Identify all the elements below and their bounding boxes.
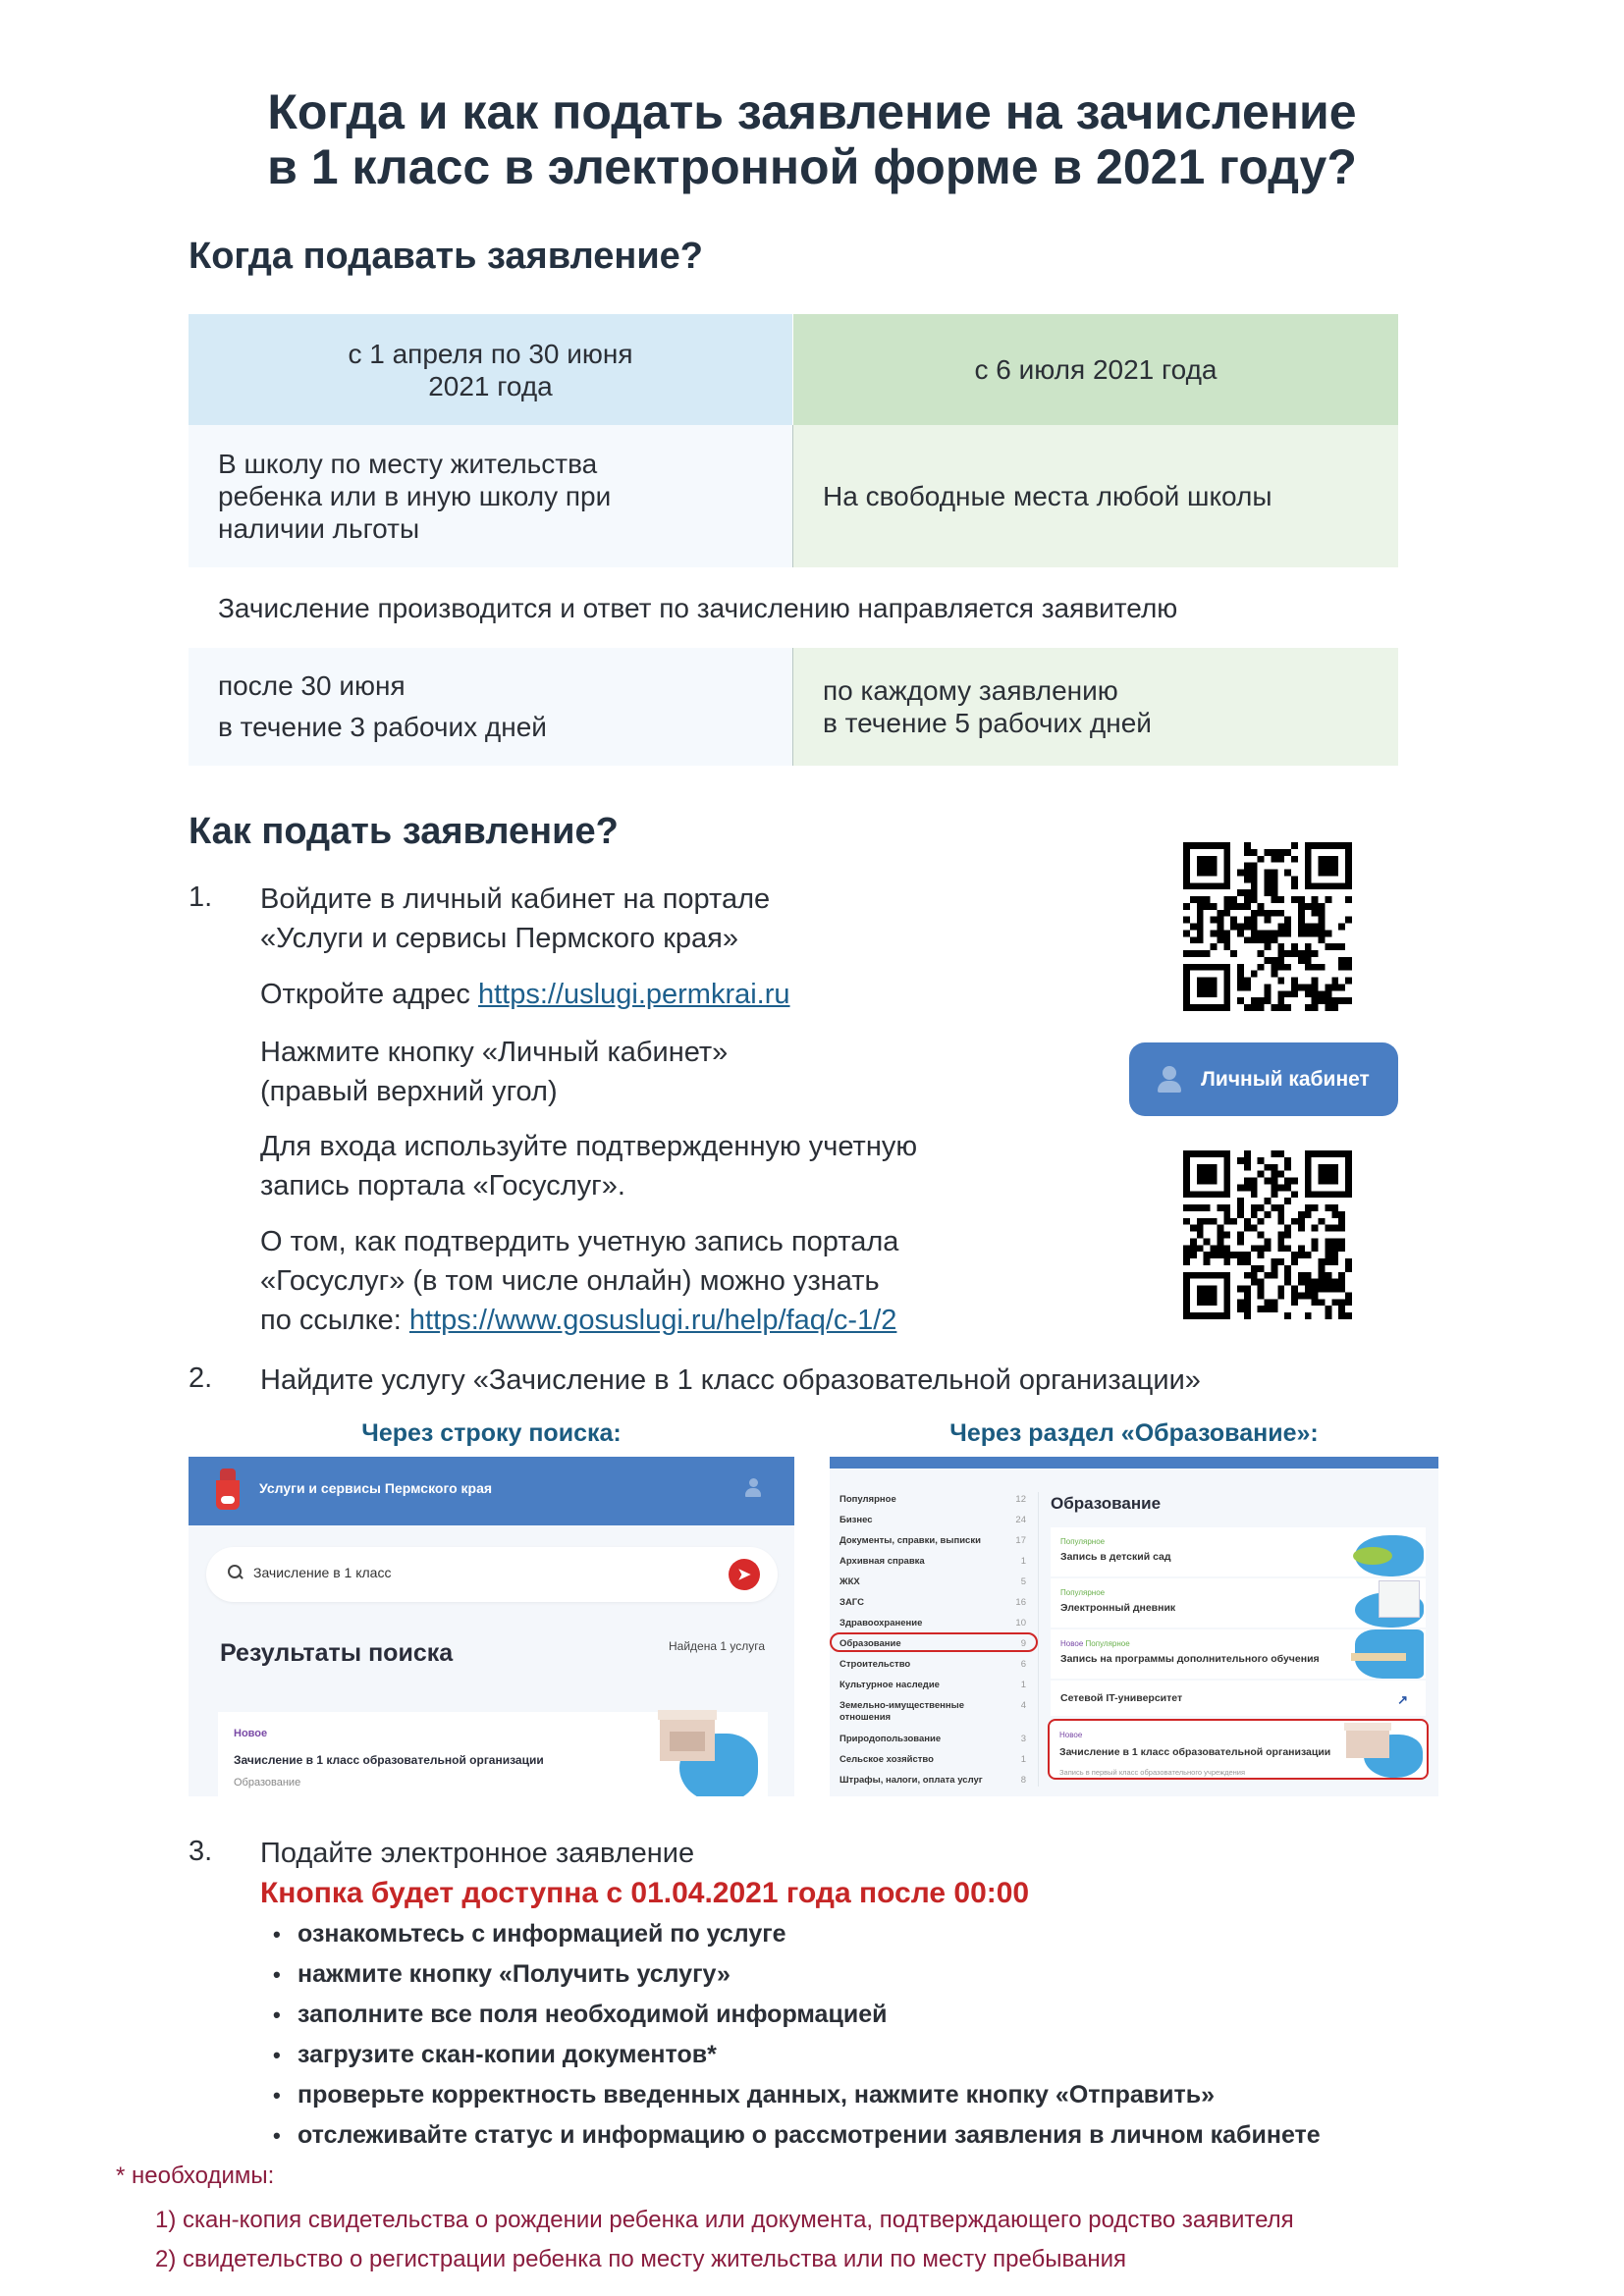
search-screenshot — [189, 1457, 794, 1796]
personal-cabinet-label: Личный кабинет — [1201, 1067, 1370, 1091]
sections-screenshot — [830, 1457, 1438, 1796]
category-name: Здравоохранение — [839, 1618, 923, 1629]
table-divider — [792, 425, 793, 567]
title-line-1: Когда и как подать заявление на зачисление — [267, 84, 1357, 139]
category-item[interactable] — [839, 1700, 1026, 1724]
popular-badge: Популярное — [1060, 1537, 1106, 1546]
category-count: 6 — [1020, 1659, 1026, 1670]
school-illustration-icon — [650, 1704, 758, 1796]
response-time-1 — [189, 648, 792, 766]
gosuslugi-faq-link[interactable]: https://www.gosuslugi.ru/help/faq/c-1/2 — [408, 1305, 897, 1336]
service-card[interactable] — [1051, 1578, 1426, 1628]
kindergarten-illustration-icon — [1345, 1527, 1424, 1576]
portal-title: Услуги и сервисы Пермского края — [259, 1480, 493, 1496]
selected-category-highlight — [830, 1632, 1038, 1652]
category-name: Популярное — [839, 1494, 896, 1505]
search-icon — [228, 1565, 244, 1582]
category-name: Документы, справки, выписки — [839, 1535, 981, 1546]
footnote-item: 1) скан-копия свидетельства о рождении ребенка или документа, подтверждающего родство заявителя — [155, 2207, 1294, 2233]
qr-code-uslugi-icon — [1183, 842, 1352, 1011]
availability-note: Кнопка будет доступна с 01.04.2021 года после 00:00 — [260, 1877, 1030, 1909]
category-name: Строительство — [839, 1659, 911, 1670]
bullet-item: • заполните все поля необходимой информацией — [273, 1995, 1321, 2035]
category-count: 8 — [1020, 1775, 1026, 1786]
category-item[interactable] — [839, 1680, 1026, 1690]
service-name: Сетевой IT-университет — [1060, 1692, 1183, 1704]
results-heading: Результаты поиска — [220, 1639, 454, 1667]
category-count: 5 — [1020, 1576, 1026, 1587]
step-1-text — [260, 880, 770, 958]
category-count: 12 — [1015, 1494, 1026, 1505]
category-name: Штрафы, налоги, оплата услуг — [839, 1775, 983, 1786]
category-count: 16 — [1015, 1597, 1026, 1608]
user-icon[interactable] — [745, 1478, 761, 1498]
table-divider — [792, 648, 793, 766]
bullet-item: • загрузите скан-копии документов* — [273, 2035, 1321, 2075]
response-time-2 — [793, 648, 1398, 766]
category-name: Культурное наследие — [839, 1680, 940, 1690]
target-1-line-2: ребенка или в иную школу при — [218, 481, 612, 511]
sidebar-divider — [1038, 1492, 1039, 1787]
category-count: 1 — [1020, 1754, 1026, 1765]
service-name: Запись в детский сад — [1060, 1551, 1171, 1563]
step-3-text: Подайте электронное заявление — [260, 1838, 695, 1869]
bullet-item: • ознакомьтесь с информацией по услуге — [273, 1914, 1321, 1954]
step-3-bullets — [273, 1914, 1321, 2156]
portal-header-strip — [830, 1457, 1438, 1468]
via-search-caption: Через строку поиска: — [361, 1419, 622, 1447]
confirm-line-1: О том, как подтвердить учетную запись портала — [260, 1226, 899, 1257]
open-address-label: Откройте адрес — [260, 979, 478, 1010]
category-name: Земельно-имущественные отношения — [839, 1700, 965, 1723]
bullet-item: • нажмите кнопку «Получить услугу» — [273, 1954, 1321, 1995]
step-1-line-2: «Услуги и сервисы Пермского края» — [260, 923, 738, 954]
step-1-line-1: Войдите в личный кабинет на портале — [260, 883, 771, 915]
footnote-intro: * необходимы: — [116, 2163, 275, 2189]
press-line-1: Нажмите кнопку «Личный кабинет» — [260, 1037, 729, 1068]
qr-code-gosuslugi-icon — [1183, 1150, 1352, 1319]
category-count: 24 — [1015, 1515, 1026, 1525]
target-1-line-1: В школу по месту жительства — [218, 449, 598, 479]
category-item[interactable] — [839, 1734, 1026, 1744]
external-link-icon: ↗ — [1397, 1692, 1408, 1707]
step-2-number: 2. — [189, 1362, 213, 1394]
user-icon — [1158, 1066, 1181, 1094]
login-text — [260, 1127, 917, 1205]
search-query: Зачисление в 1 класс — [253, 1565, 392, 1580]
period-1-line-1: с 1 апреля по 30 июня — [348, 338, 633, 369]
service-card-highlighted[interactable] — [1048, 1719, 1429, 1780]
service-name: Запись на программы дополнительного обучения — [1060, 1653, 1320, 1665]
when-heading: Когда подавать заявление? — [189, 236, 704, 277]
service-name: Электронный дневник — [1060, 1602, 1176, 1614]
perm-crest-icon — [216, 1468, 240, 1512]
via-section-caption: Через раздел «Образование»: — [949, 1419, 1319, 1447]
target-1 — [189, 425, 792, 567]
category-item[interactable] — [839, 1618, 1026, 1629]
target-1-line-3: наличии льготы — [218, 513, 420, 544]
service-name: Зачисление в 1 класс образовательной организации — [1059, 1746, 1331, 1758]
service-card[interactable] — [1051, 1629, 1426, 1679]
category-count: 1 — [1020, 1680, 1026, 1690]
category-count: 10 — [1015, 1618, 1026, 1629]
response-2-line-2: в течение 5 рабочих дней — [823, 708, 1152, 738]
search-submit-button[interactable]: ➤ — [729, 1559, 760, 1590]
open-address — [260, 975, 790, 1014]
category-count: 1 — [1020, 1556, 1026, 1567]
bullet-item: • отслеживайте статус и информацию о рассмотрении заявления в личном кабинете — [273, 2115, 1321, 2156]
category-item[interactable] — [839, 1535, 1026, 1546]
category-name: Сельское хозяйство — [839, 1754, 934, 1765]
education-illustration-icon — [1345, 1629, 1424, 1679]
period-1-header — [189, 314, 792, 425]
response-1-line-2: в течение 3 рабочих дней — [218, 712, 547, 742]
search-input[interactable] — [206, 1547, 778, 1602]
category-item[interactable] — [839, 1515, 1026, 1525]
new-badge: Новое — [1059, 1731, 1083, 1739]
results-count: Найдена 1 услуга — [668, 1639, 765, 1653]
login-line-2: запись портала «Госуслуг». — [260, 1170, 625, 1201]
result-category: Образование — [234, 1777, 301, 1789]
portal-header — [189, 1457, 794, 1525]
category-item[interactable] — [839, 1597, 1026, 1608]
category-item[interactable] — [839, 1775, 1026, 1786]
category-count: 4 — [1020, 1700, 1026, 1711]
press-line-2: (правый верхний угол) — [260, 1076, 558, 1107]
uslugi-link[interactable]: https://uslugi.permkrai.ru — [478, 979, 790, 1010]
category-name: ЗАГС — [839, 1597, 864, 1608]
response-2-line-1: по каждому заявлению — [823, 675, 1118, 706]
period-2-header — [793, 314, 1398, 425]
login-line-1: Для входа используйте подтвержденную учетную — [260, 1131, 918, 1162]
category-item[interactable] — [839, 1754, 1026, 1765]
category-name: ЖКХ — [839, 1576, 860, 1587]
category-name: Природопользование — [839, 1734, 942, 1744]
popular-badge: Популярное — [1060, 1588, 1106, 1597]
new-badge: Новое — [234, 1728, 268, 1739]
category-item[interactable] — [839, 1494, 1026, 1505]
personal-cabinet-button[interactable] — [1129, 1042, 1398, 1116]
service-card[interactable] — [1051, 1527, 1426, 1576]
step-2-text: Найдите услугу «Зачисление в 1 класс образовательной организации» — [260, 1364, 1201, 1396]
category-count: 9 — [1020, 1638, 1026, 1649]
enrollment-note: Зачисление производится и ответ по зачислению направляется заявителю — [218, 593, 1178, 623]
category-name: Архивная справка — [839, 1556, 925, 1567]
step-3-number: 3. — [189, 1836, 213, 1867]
school-illustration-icon — [1344, 1721, 1423, 1778]
service-description: Запись в первый класс образовательного учреждения — [1059, 1768, 1246, 1777]
step-1-number: 1. — [189, 881, 213, 913]
category-name: Образование — [839, 1638, 901, 1649]
how-heading: Как подать заявление? — [189, 811, 619, 852]
response-1-line-1: после 30 июня — [218, 670, 406, 701]
result-card[interactable] — [218, 1712, 768, 1796]
page-title — [0, 84, 1624, 194]
confirm-link-label: по ссылке: — [260, 1305, 409, 1336]
bullet-item: • проверьте корректность введенных данных, нажмите кнопку «Отправить» — [273, 2075, 1321, 2115]
new-badge: Новое — [1060, 1639, 1084, 1648]
confirm-text — [260, 1222, 898, 1340]
result-name: Зачисление в 1 класс образовательной организации — [234, 1753, 544, 1767]
popular-badge: Популярное — [1085, 1639, 1130, 1648]
press-cabinet-text — [260, 1033, 728, 1111]
target-2 — [793, 425, 1398, 567]
period-2-line-1: с 6 июля 2021 года — [974, 354, 1218, 385]
diary-illustration-icon — [1345, 1578, 1424, 1628]
target-2-line-1: На свободные места любой школы — [823, 481, 1272, 511]
confirm-line-2: «Госуслуг» (в том числе онлайн) можно узнать — [260, 1265, 880, 1297]
footnote-item: 2) свидетельство о регистрации ребенка по месту жительства или по месту пребывания — [155, 2246, 1127, 2272]
category-name: Бизнес — [839, 1515, 873, 1525]
category-count: 17 — [1015, 1535, 1026, 1546]
section-heading: Образование — [1051, 1494, 1162, 1513]
category-item[interactable] — [839, 1659, 1026, 1670]
category-item[interactable] — [839, 1576, 1026, 1587]
service-card[interactable] — [1051, 1681, 1426, 1716]
period-1-line-2: 2021 года — [428, 370, 553, 401]
title-line-2: в 1 класс в электронной форме в 2021 году? — [267, 139, 1357, 194]
category-item[interactable] — [839, 1556, 1026, 1567]
category-count: 3 — [1020, 1734, 1026, 1744]
